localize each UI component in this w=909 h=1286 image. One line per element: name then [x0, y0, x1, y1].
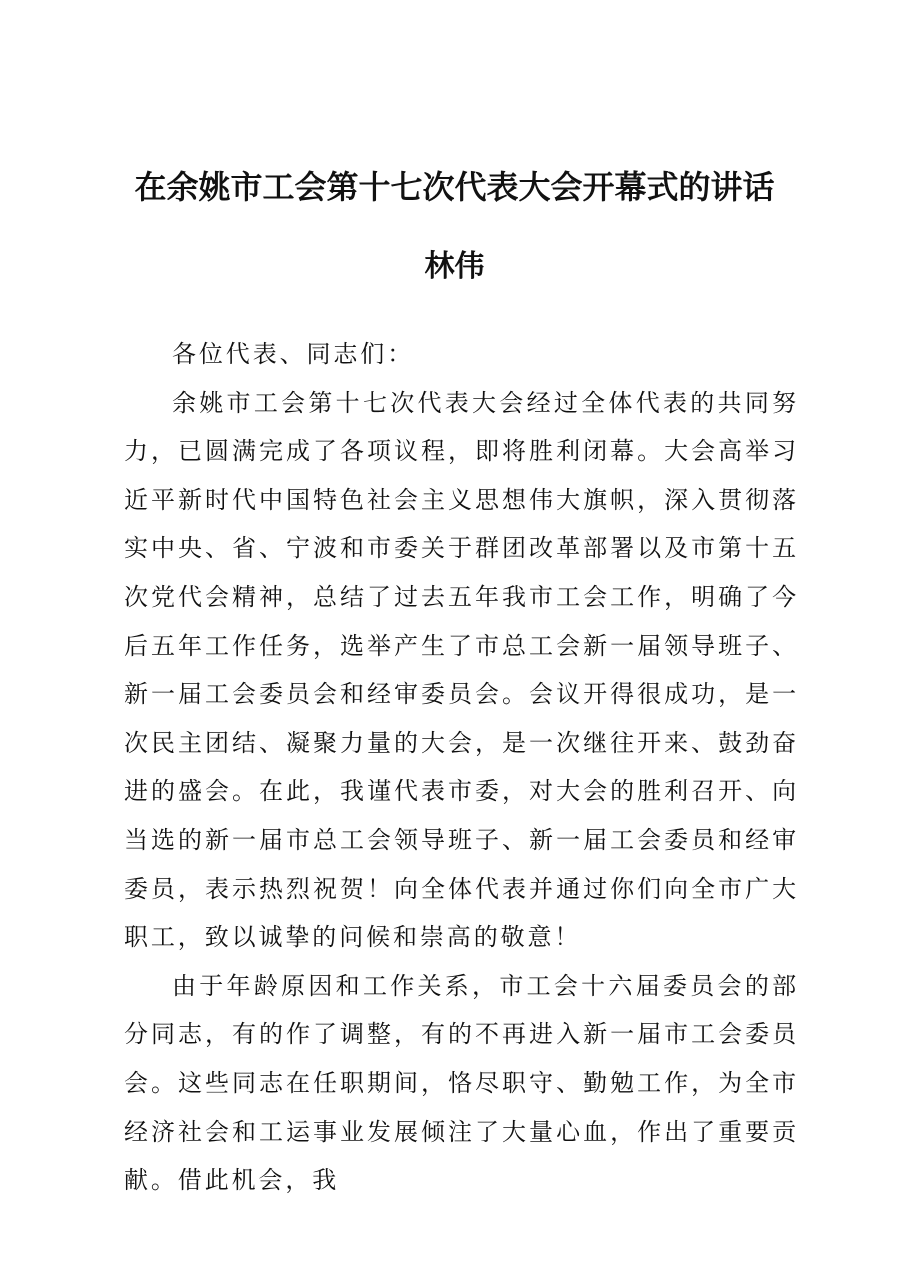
document-body	[124, 330, 799, 1205]
body-paragraph: 由于年龄原因和工作关系，市工会十六届委员会的部分同志，有的作了调整，有的不再进入新一届市工会委员会。这些同志在任职期间，恪尽职守、勤勉工作，为全市经济社会和工运事业发展倾注了大量心血，作出了重要贡献。借此机会，我	[124, 971, 799, 1195]
salutation-paragraph: 各位代表、同志们：	[172, 340, 415, 368]
body-paragraph: 余姚市工会第十七次代表大会经过全体代表的共同努力，已圆满完成了各项议程，即将胜利闭幕。大会高举习近平新时代中国特色社会主义思想伟大旗帜，深入贯彻落实中央、省、宁波和市委关于群团改革部署以及市第十五次党代会精神，总结了过去五年我市工会工作，明确了今后五年工作任务，选举产生了市总工会新一届领导班子、新一届工会委员会和经审委员会。会议开得很成功，是一次民主团结、凝聚力量的大会，是一次继往开来、鼓劲奋进的盛会。在此，我谨代表市委，对大会的胜利召开、向当选的新一届市总工会领导班子、新一届工会委员和经审委员，表示热烈祝贺！向全体代表并通过你们向全市广大职工，致以诚挚的问候和崇高的敬意！	[124, 388, 799, 952]
author-name: 林伟	[424, 249, 485, 284]
document-title: 在余姚市工会第十七次代表大会开幕式的讲话	[134, 168, 775, 206]
